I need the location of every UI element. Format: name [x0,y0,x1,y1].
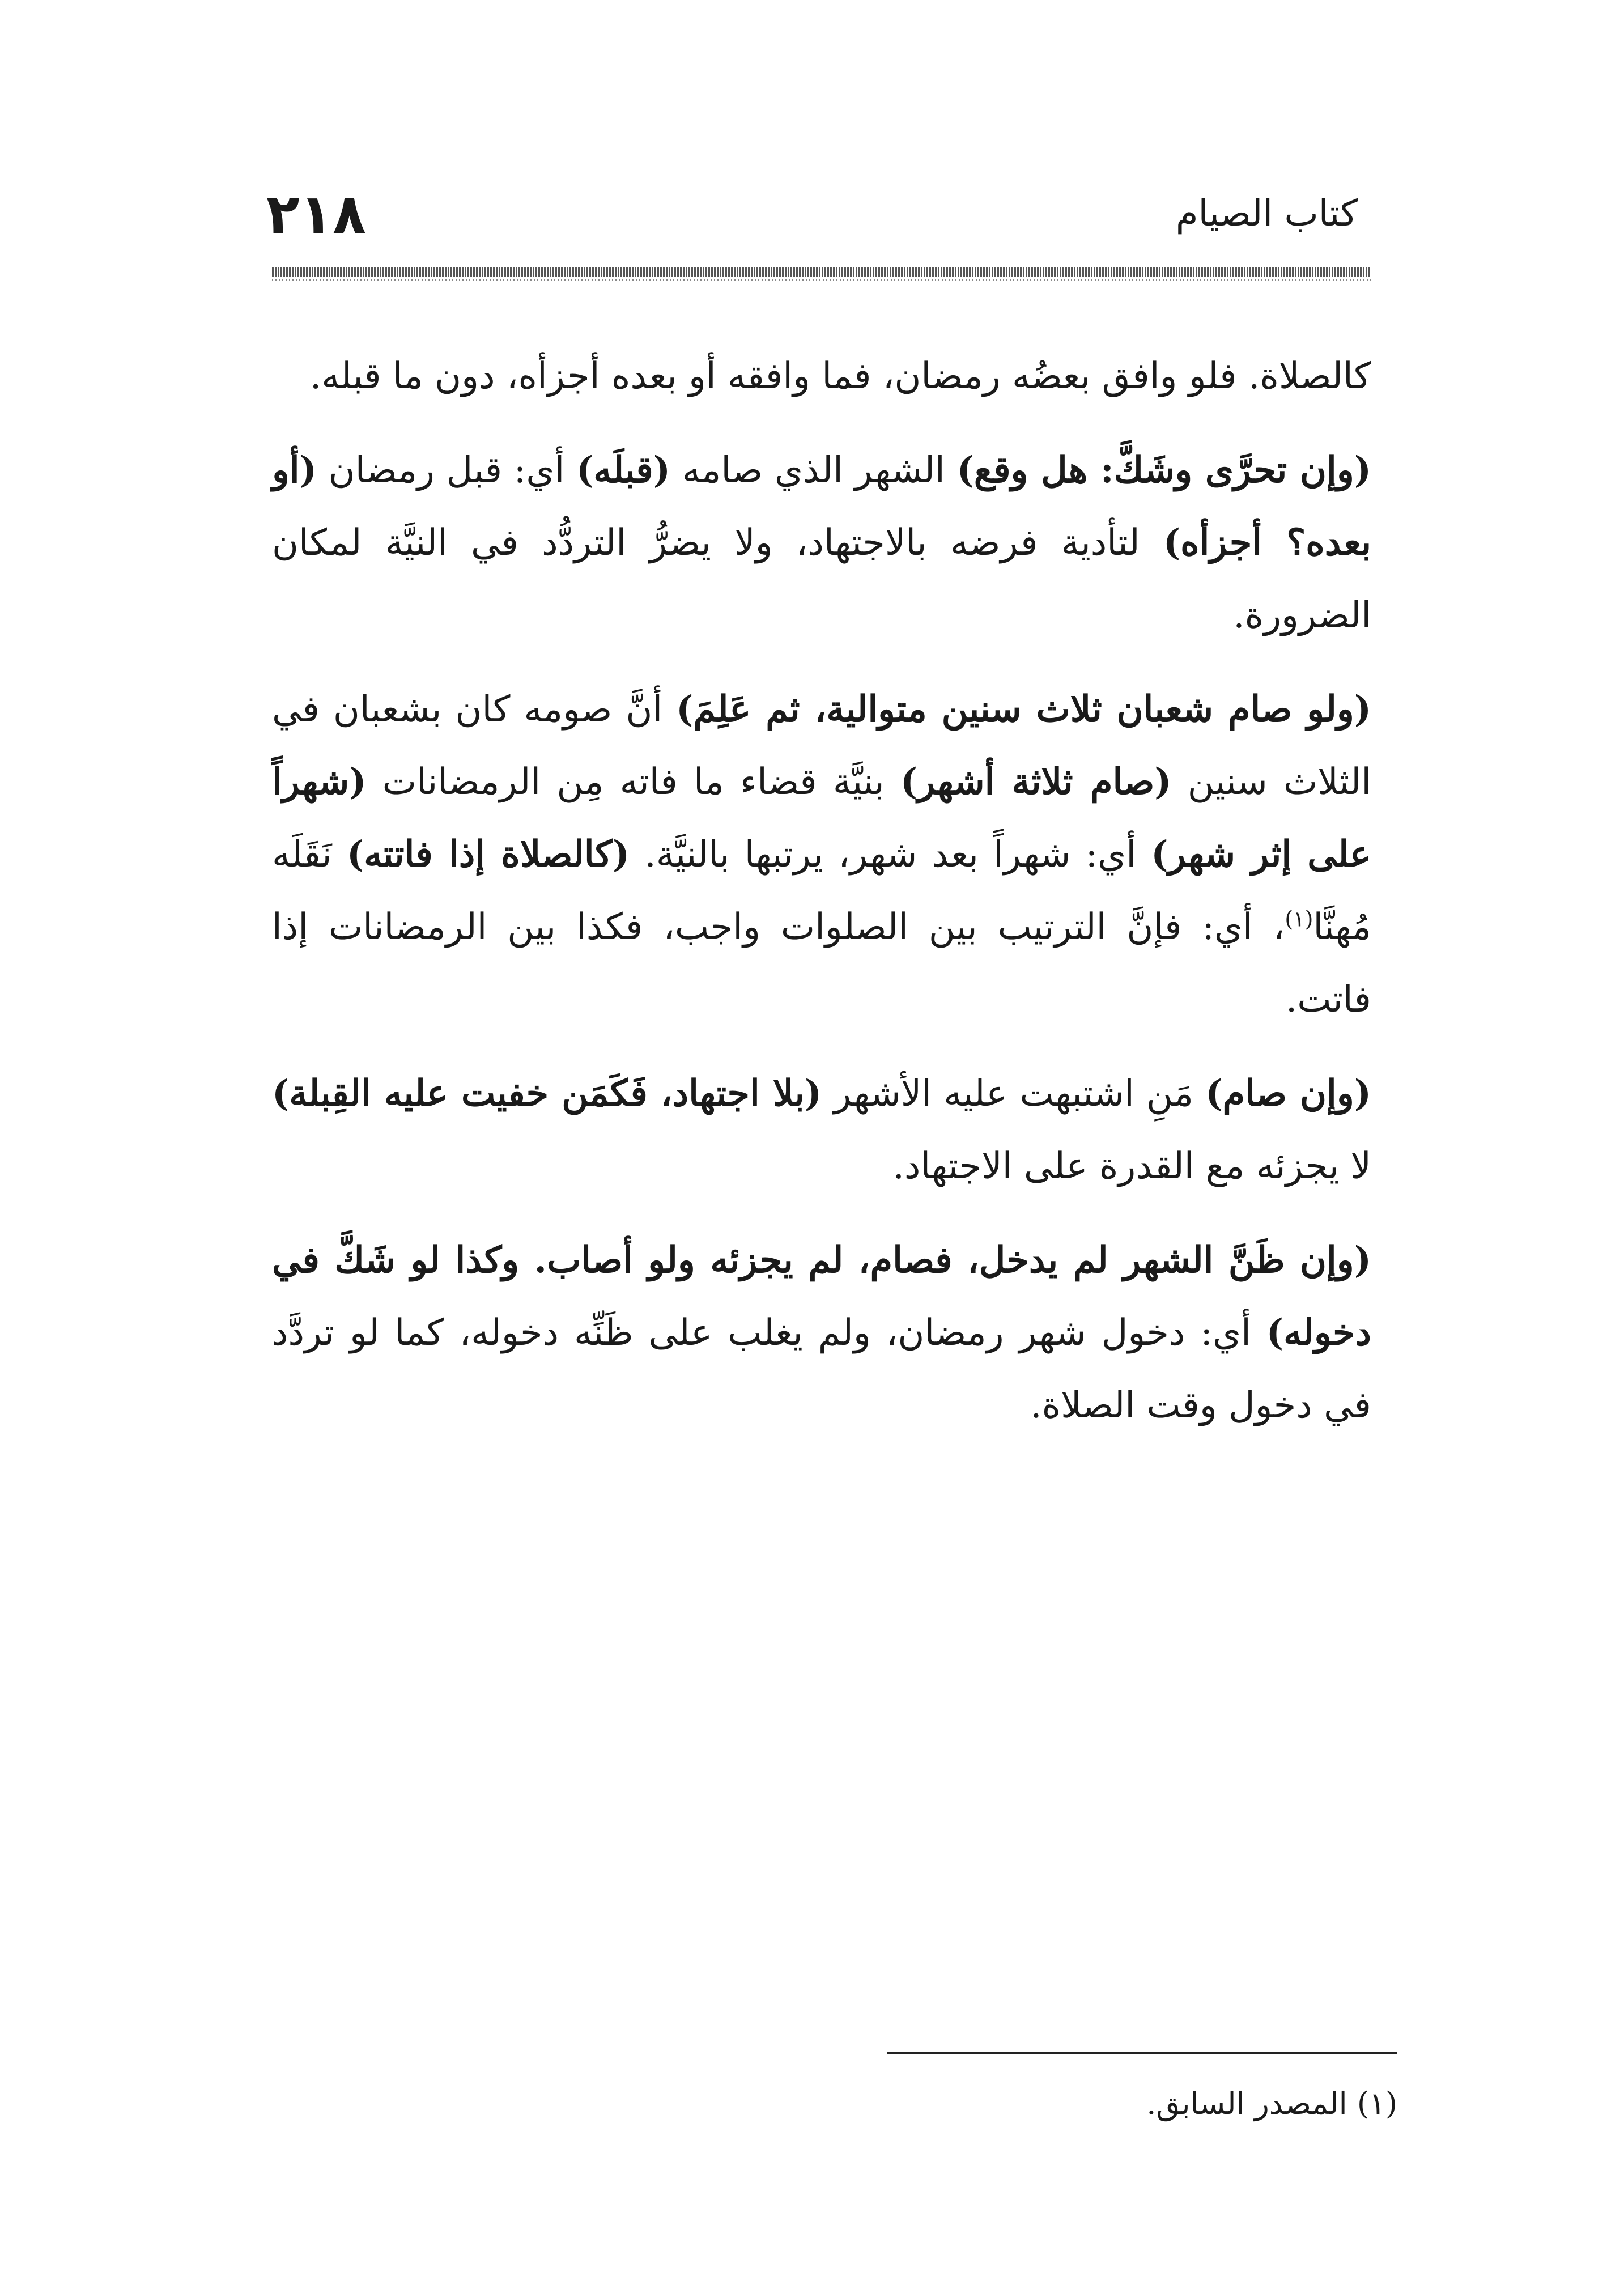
paragraph [272,1058,1371,1203]
bold-text: (كالصلاة إذا فاتته) [346,833,630,876]
running-title: كتاب الصيام [1175,193,1358,235]
bold-text: (قبلَه) [576,449,670,491]
text-run: ، أي: فإنَّ الترتيب بين الصلوات واجب، فكذا بين الرمضانات إذا فاتت. [272,906,1371,1021]
text-run: لا يجزئه مع القدرة على الاجتهاد. [892,1145,1371,1187]
paragraph [272,673,1371,1036]
text-run: لتأدية فرضه بالاجتهاد، ولا يضرُّ التردُّد في النيَّة لمكان الضرورة. [272,522,1371,636]
bold-text: (وإن ظَنَّ الشهر لم يدخل، فصام، لم يجزئه ولو أصاب. وكذا لو شَكَّ في دخوله) [272,1239,1371,1354]
text-run: الشهر الذي صامه [670,449,957,491]
text-run: أي: شهراً بعد شهر، يرتبها بالنيَّة. [630,834,1151,876]
footnote-reference: (١) [1285,906,1313,932]
paragraph [272,1224,1371,1442]
paragraph [272,340,1371,413]
body-text [272,340,1371,1463]
bold-text: (ولو صام شعبان ثلاث سنين متوالية، ثم عَلِمَ) [676,688,1372,731]
bold-text: (أو بعده؟ أجزأه) [272,449,1372,564]
text-run: أي: قبل رمضان [316,449,576,491]
footnote-text: المصدر السابق. [1146,2086,1347,2121]
header-divider-thin [272,279,1371,281]
footnote-marker: (١) [1357,2086,1397,2121]
bold-text: (شهراً على إثر شهر) [272,761,1371,876]
text-run: نَقَلَه مُهنَّا [272,834,1371,948]
paragraph [272,434,1371,652]
text-run: كالصلاة. فلو وافق بعضُه رمضان، فما وافقه أو بعده أجزأه، دون ما قبله. [309,355,1371,397]
text-run: مَنِ اشتبهت عليه الأشهر [822,1073,1206,1115]
footnote-divider [887,2052,1397,2054]
page-number: ٢١٨ [266,182,366,246]
text-run: أي: دخول شهر رمضان، ولم يغلب على ظَنِّه دخوله، كما لو تردَّد في دخول وقت الصلاة. [272,1312,1371,1426]
bold-text: (وإن تحرَّى وشَكَّ: هل وقع) [956,449,1372,491]
footnote [1146,2088,1397,2119]
header-divider [272,267,1371,277]
text-run: بنيَّة قضاء ما فاته مِن الرمضانات [366,761,900,803]
bold-text: (صام ثلاثة أشهر) [900,761,1172,803]
bold-text: (وإن صام) [1205,1072,1372,1115]
text-run: أنَّ صومه كان بشعبان في الثلاث سنين [272,689,1372,803]
bold-text: (بلا اجتهاد، فَكَمَن خفيت عليه القِبلة) [272,1072,822,1115]
